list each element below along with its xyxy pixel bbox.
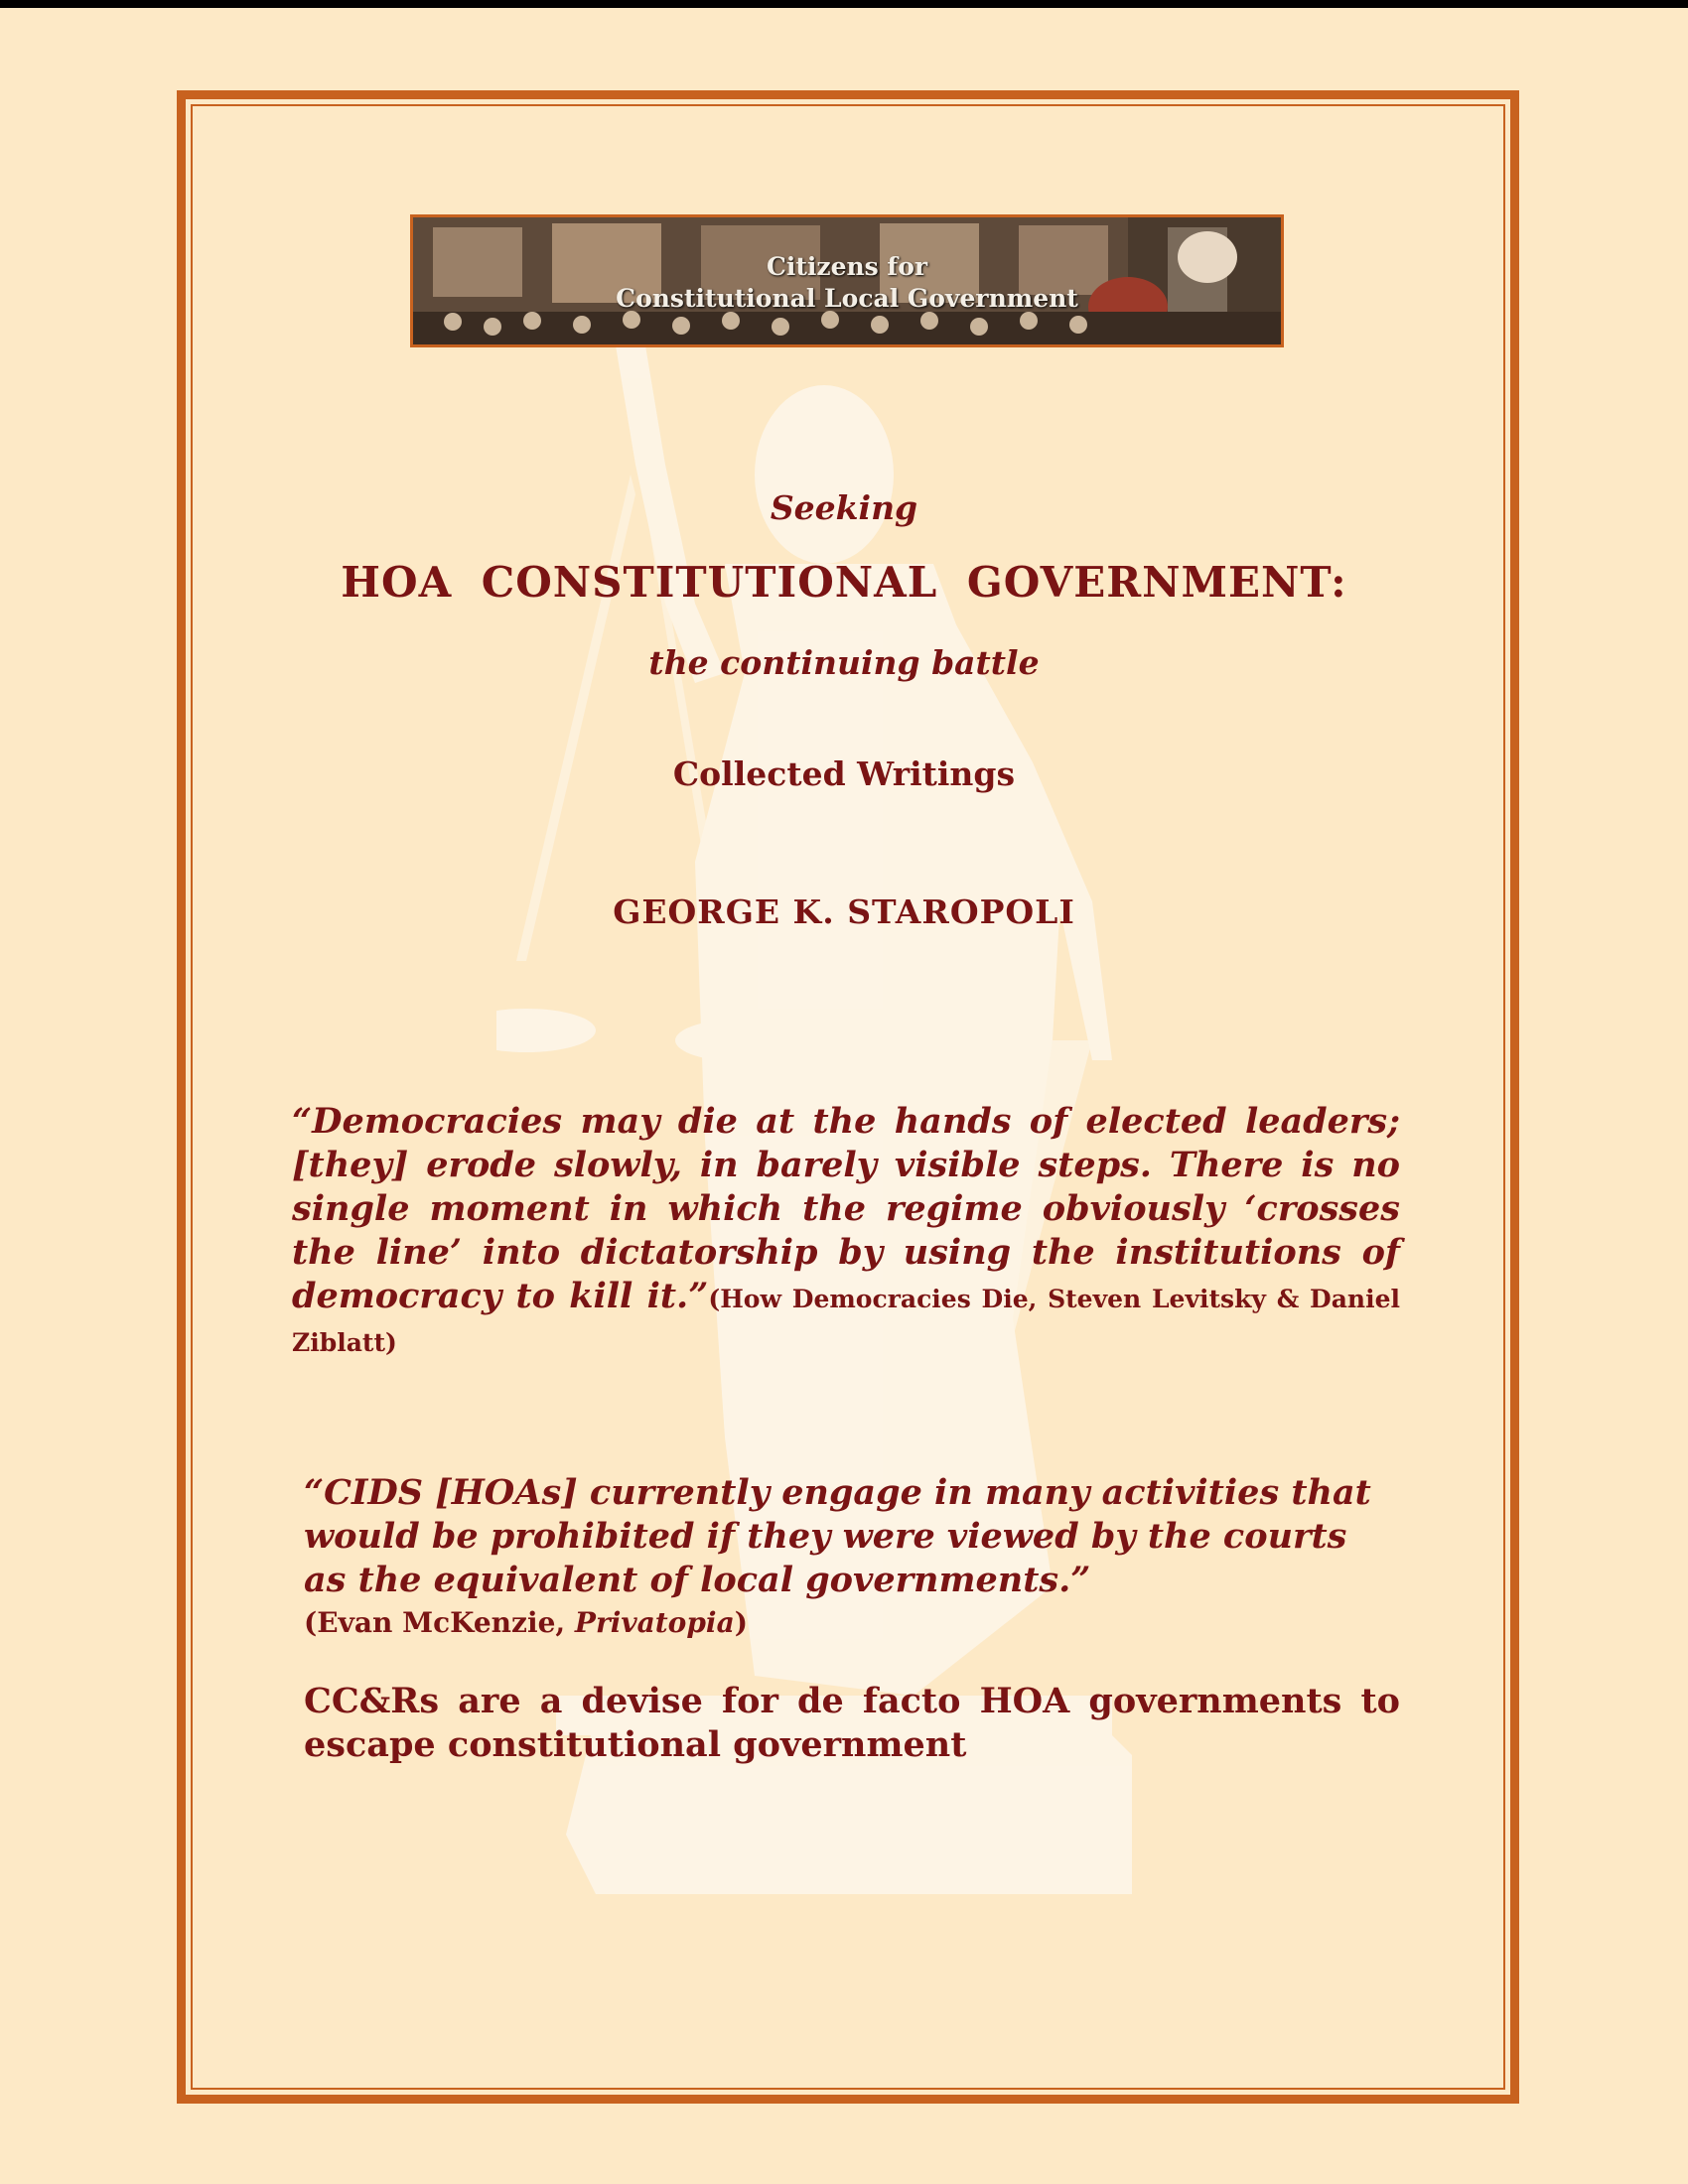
citation-book: Privatopia	[574, 1606, 735, 1639]
author-name: GEORGE K. STAROPOLI	[613, 892, 1075, 931]
collected-writings-label: Collected Writings	[672, 754, 1016, 793]
quote-democracies	[292, 1100, 1400, 1362]
quote-democracies-citation: (How Democracies Die, Steven Levitsky & Daniel Ziblatt)	[292, 1285, 1400, 1357]
closing-statement: CC&Rs are a devise for de facto HOA governments to escape constitutional government	[304, 1681, 1400, 1765]
citation-author: (Evan McKenzie,	[304, 1606, 575, 1639]
main-title: HOA CONSTITUTIONAL GOVERNMENT:	[341, 558, 1347, 607]
title-seeking: Seeking	[770, 488, 918, 527]
citation-end: )	[734, 1606, 748, 1639]
subtitle: the continuing battle	[648, 643, 1040, 682]
quote-privatopia: “CIDS [HOAs] currently engage in many activities that would be prohibited if they were viewed by the courts as the equivalent of local governments.”	[304, 1472, 1371, 1600]
banner-line-1: Citizens for	[766, 252, 928, 281]
quote-democracies-text: “Democracies may die at the hands of elected leaders; [they] erode slowly, in barely visible steps. There is no single moment in which the regime obviously ‘crosses the line’ into dictatorship by using the institutions of democracy to kill it.”	[292, 1101, 1400, 1316]
banner-line-2: Constitutional Local Government	[616, 284, 1078, 313]
quote-privatopia-citation	[304, 1606, 748, 1639]
document-page	[0, 8, 1688, 2184]
header-banner	[410, 214, 1284, 347]
